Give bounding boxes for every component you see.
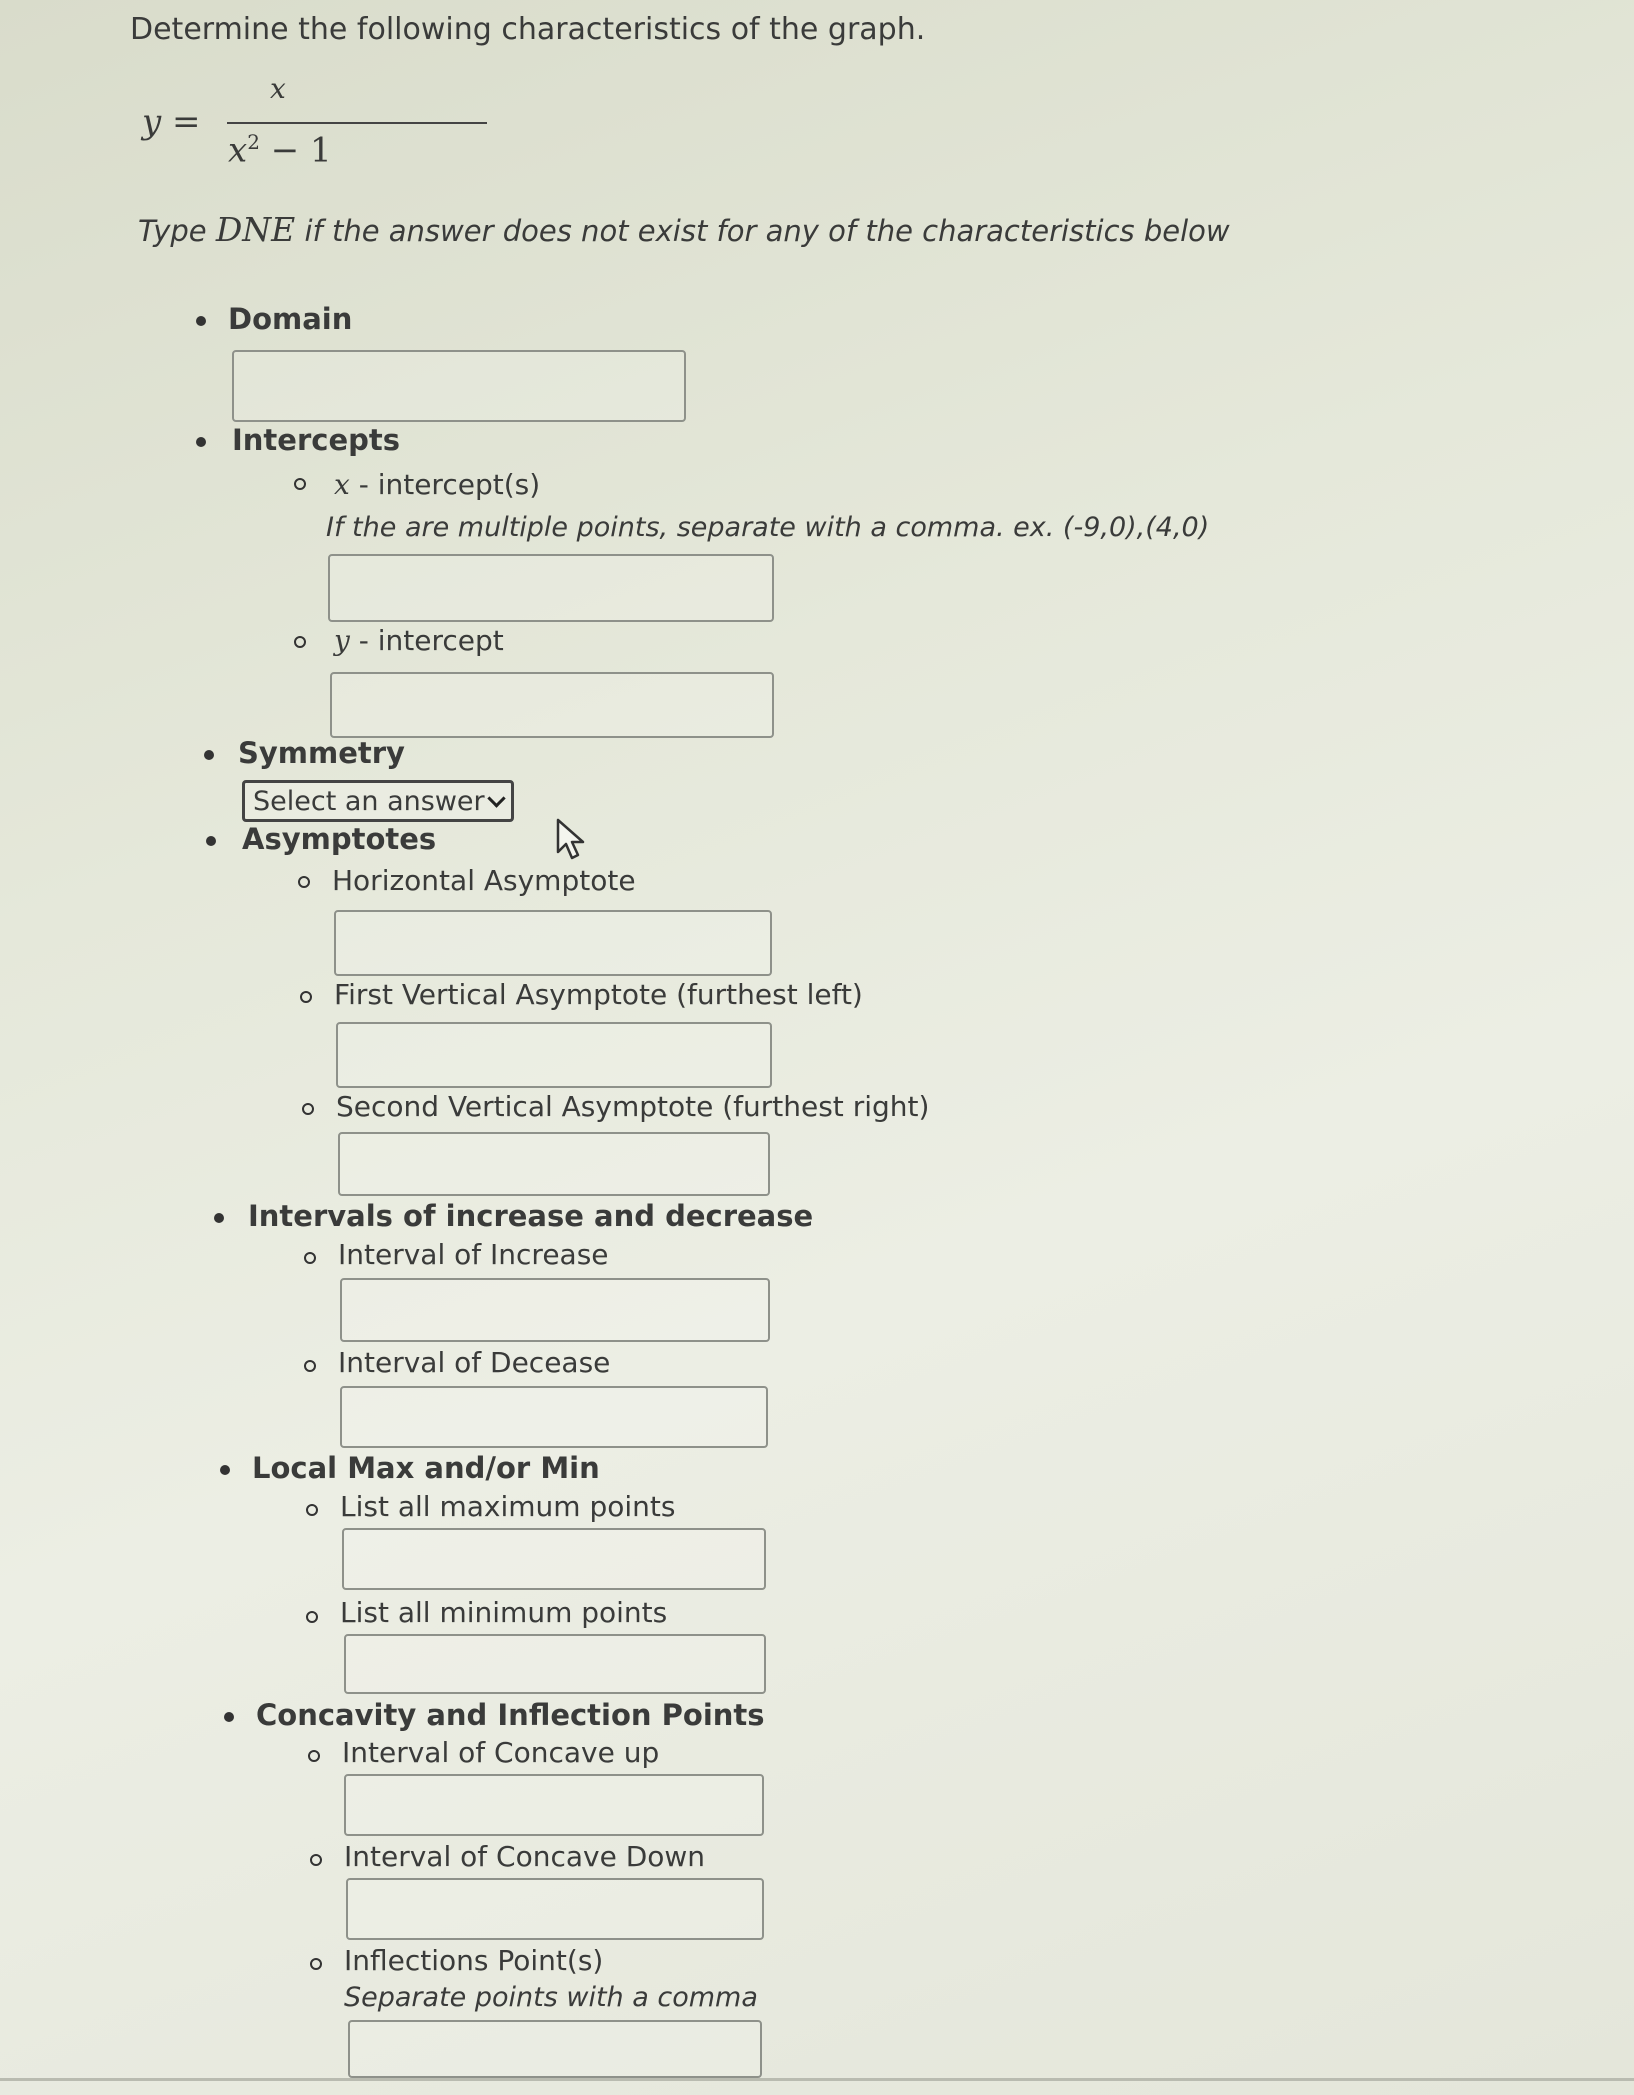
concave-down-label: Interval of Concave Down	[344, 1840, 706, 1873]
sub-bullet	[310, 1854, 322, 1866]
min-points-input[interactable]	[344, 1634, 766, 1694]
equation-numerator: x	[270, 72, 286, 105]
bullet	[204, 750, 214, 760]
bullet	[224, 1712, 234, 1722]
bullet	[206, 836, 216, 846]
intervals-label: Intervals of increase and decrease	[248, 1199, 814, 1233]
sub-bullet	[304, 1360, 316, 1372]
concave-up-label: Interval of Concave up	[342, 1736, 660, 1769]
bullet	[214, 1213, 224, 1223]
min-points-label: List all minimum points	[340, 1596, 668, 1629]
symmetry-select-value: Select an answer	[253, 785, 485, 817]
dne-note: Type DNE if the answer does not exist for any of the characteristics below	[138, 210, 1230, 249]
bullet	[196, 437, 206, 447]
y-intercept-label: y - intercept	[334, 624, 504, 657]
x-intercept-hint: If the are multiple points, separate with a comma. ex. (-9,0),(4,0)	[326, 512, 1210, 543]
max-points-input[interactable]	[342, 1528, 766, 1590]
x-intercept-input[interactable]	[328, 554, 774, 622]
inflection-points-label: Inflections Point(s)	[344, 1944, 604, 1977]
horizontal-asymptote-input[interactable]	[334, 910, 772, 976]
interval-decrease-input[interactable]	[340, 1386, 768, 1448]
second-vertical-asymptote-label: Second Vertical Asymptote (furthest right)	[336, 1090, 930, 1123]
asymptotes-label: Asymptotes	[242, 822, 437, 856]
symmetry-select[interactable]	[242, 780, 514, 822]
concave-down-input[interactable]	[346, 1878, 764, 1940]
sub-bullet	[302, 1103, 314, 1115]
concave-up-input[interactable]	[344, 1774, 764, 1836]
fraction-bar	[227, 122, 487, 124]
horizontal-asymptote-label: Horizontal Asymptote	[332, 864, 636, 897]
domain-label: Domain	[228, 302, 353, 336]
sub-bullet	[300, 991, 312, 1003]
sub-bullet	[310, 1958, 322, 1970]
domain-input[interactable]	[232, 350, 686, 422]
second-vertical-asymptote-input[interactable]	[338, 1132, 770, 1196]
first-vertical-asymptote-label: First Vertical Asymptote (furthest left)	[334, 978, 863, 1011]
extrema-label: Local Max and/or Min	[252, 1451, 600, 1485]
y-intercept-input[interactable]	[330, 672, 774, 738]
interval-increase-label: Interval of Increase	[338, 1238, 609, 1271]
equation	[142, 72, 502, 172]
bullet	[196, 316, 206, 326]
intercepts-label: Intercepts	[232, 423, 401, 457]
bullet	[220, 1465, 230, 1475]
mouse-cursor-icon	[556, 818, 590, 862]
equation-lhs: y =	[142, 102, 201, 142]
equation-denominator: $x^2 - 1$	[228, 130, 332, 171]
sub-bullet	[298, 876, 310, 888]
first-vertical-asymptote-input[interactable]	[336, 1022, 772, 1088]
sub-bullet	[306, 1504, 318, 1516]
concavity-label: Concavity and Inflection Points	[256, 1698, 765, 1732]
instruction-text: Determine the following characteristics of the graph.	[130, 12, 926, 47]
x-intercept-label: x - intercept(s)	[334, 468, 541, 501]
sub-bullet	[294, 478, 306, 490]
sub-bullet	[294, 636, 306, 648]
inflection-points-input[interactable]	[348, 2020, 762, 2078]
sub-bullet	[304, 1252, 316, 1264]
sub-bullet	[308, 1750, 320, 1762]
interval-increase-input[interactable]	[340, 1278, 770, 1342]
max-points-label: List all maximum points	[340, 1490, 676, 1523]
divider	[0, 2078, 1634, 2081]
interval-decrease-label: Interval of Decease	[338, 1346, 611, 1379]
symmetry-label: Symmetry	[238, 736, 405, 770]
inflection-points-hint: Separate points with a comma	[344, 1982, 758, 2013]
chevron-down-icon	[487, 789, 505, 807]
sub-bullet	[306, 1611, 318, 1623]
